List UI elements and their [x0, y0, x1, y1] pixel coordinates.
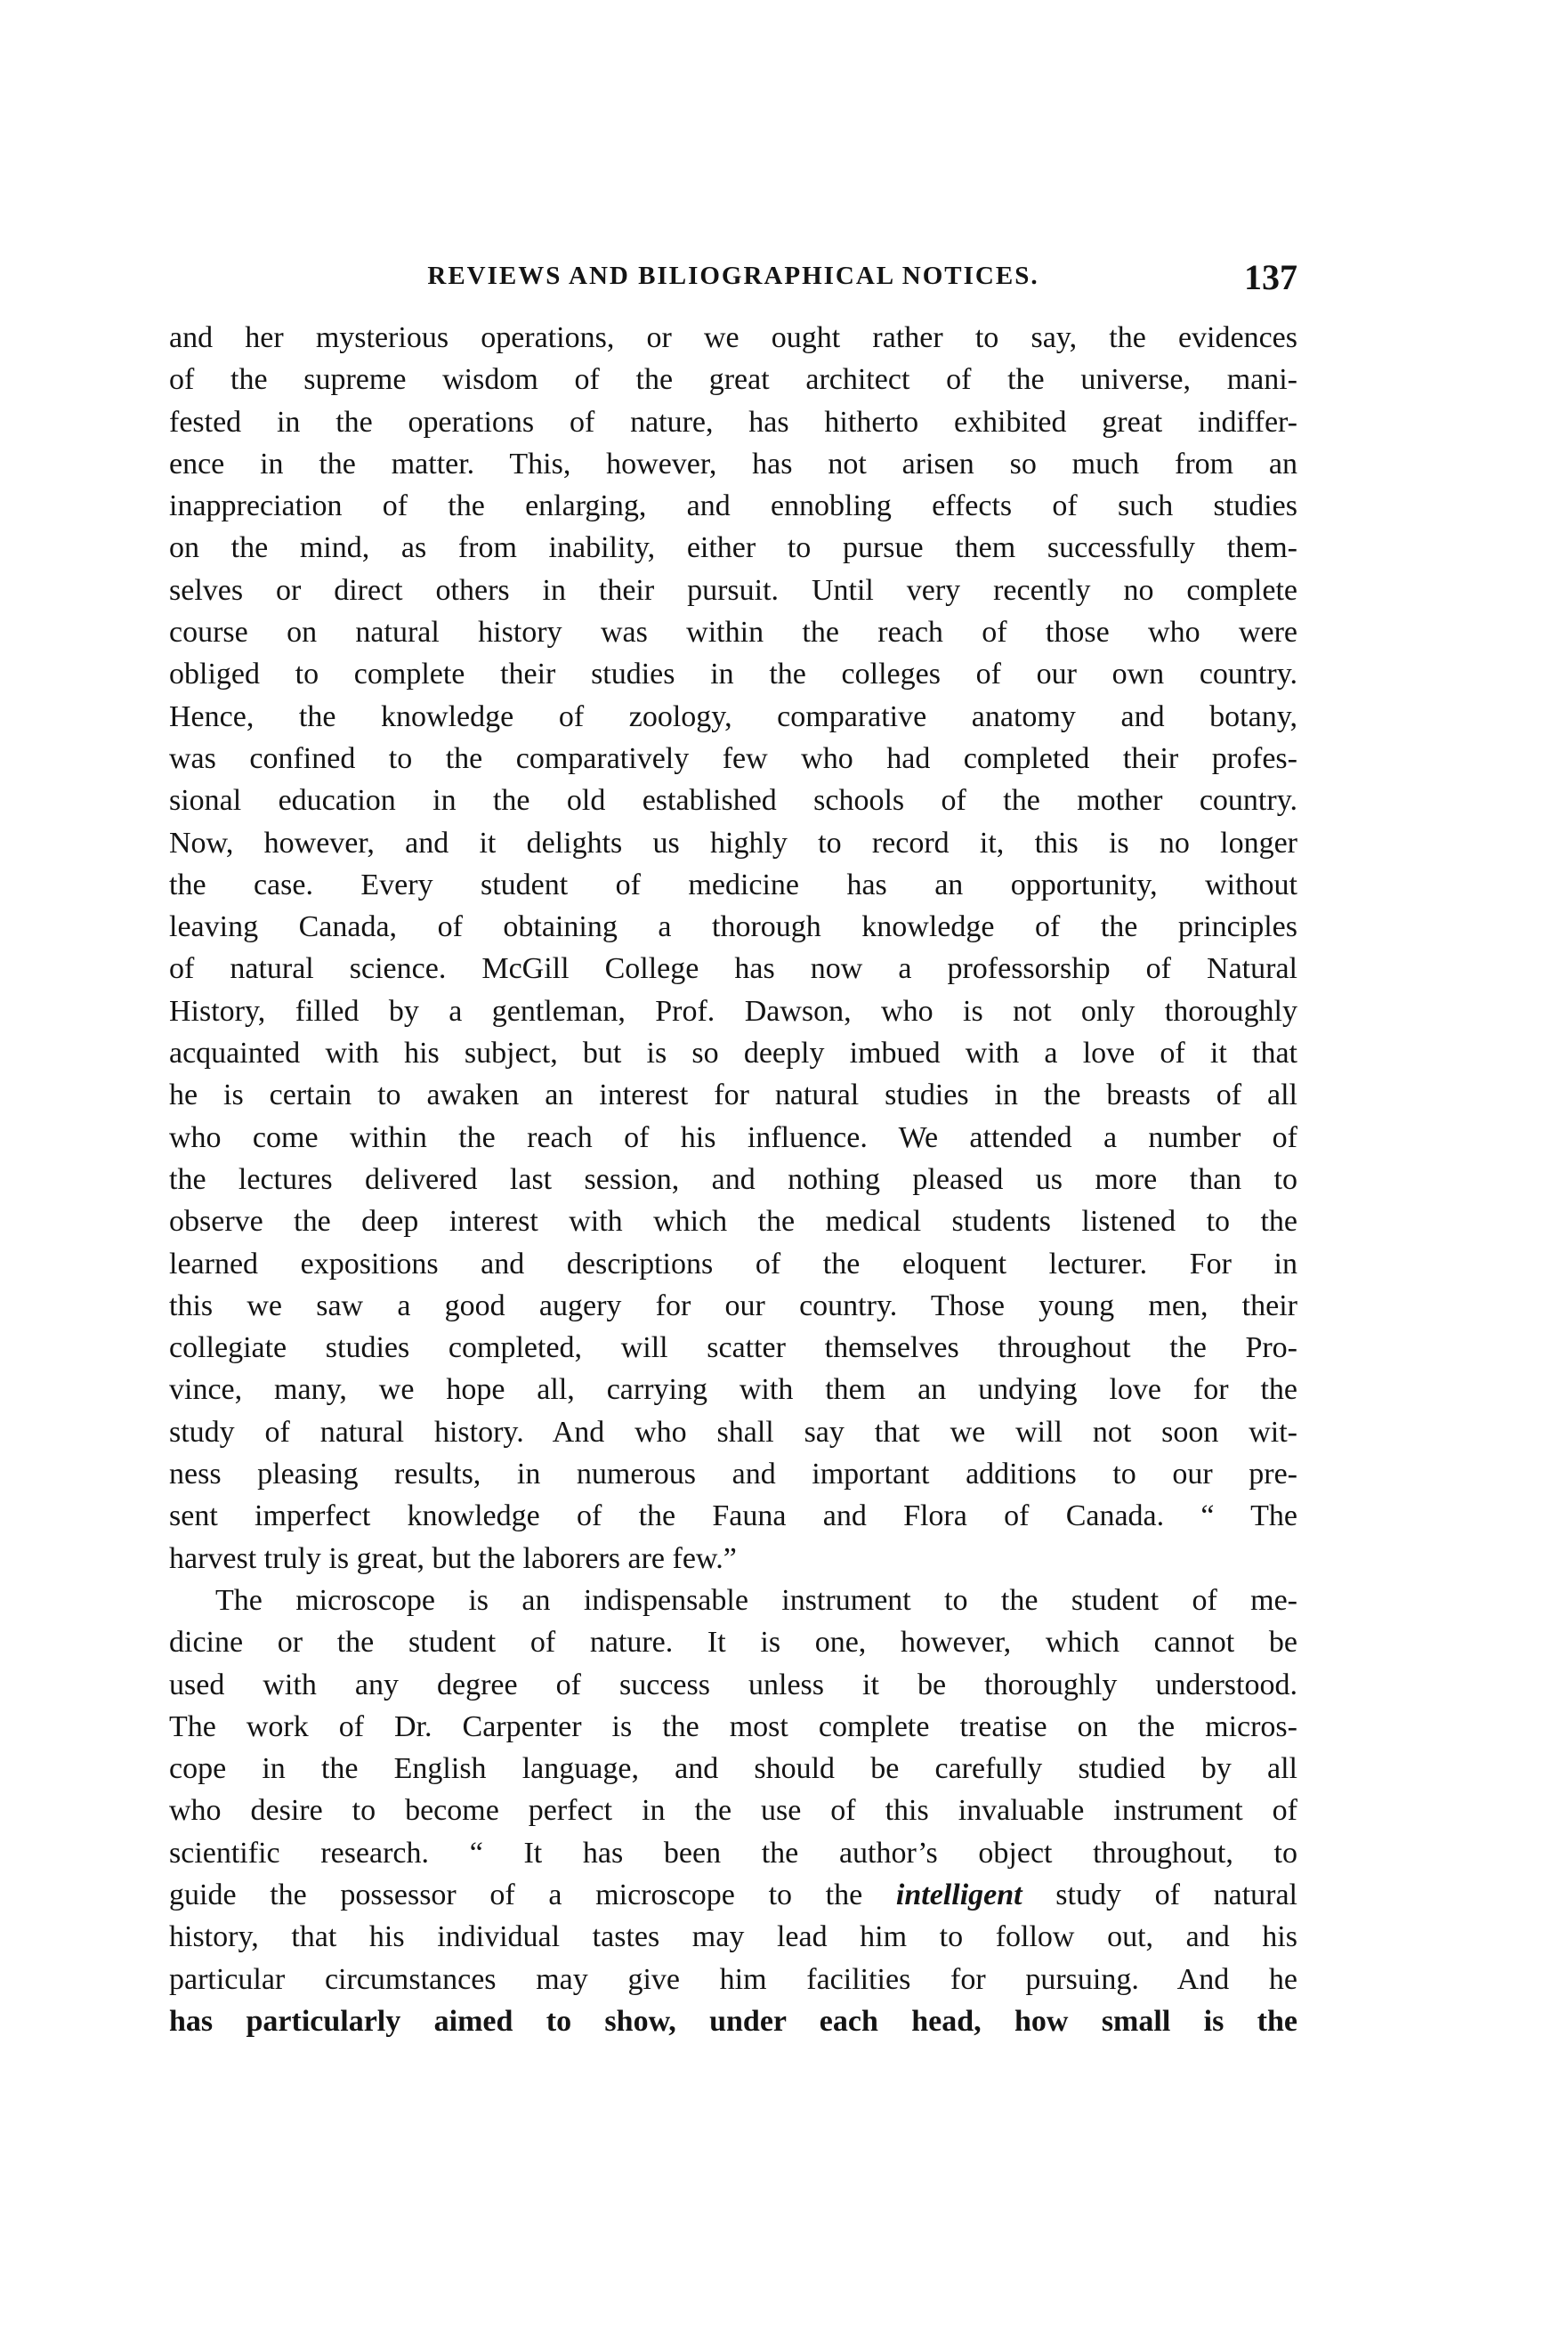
text-line: collegiate studies completed, will scatter themselves throughout the Pro-	[169, 1331, 1297, 1365]
text-line: acquainted with his subject, but is so deeply imbued with a love of it that	[169, 1037, 1297, 1071]
text-line: obliged to complete their studies in the colleges of our own country.	[169, 658, 1297, 691]
text-line: who desire to become perfect in the use of this invaluable instrument of	[169, 1794, 1297, 1828]
text-line: the lectures delivered last session, and nothing pleased us more than to	[169, 1162, 1297, 1196]
text-line: the case. Every student of medicine has an opportunity, without	[169, 868, 1297, 901]
text-line: dicine or the student of nature. It is one, however, which cannot be	[169, 1626, 1297, 1660]
running-title: REVIEWS AND BILIOGRAPHICAL NOTICES.	[427, 262, 1039, 290]
text-line: leaving Canada, of obtaining a thorough knowledge of the principles	[169, 910, 1297, 944]
text-line: history, that his individual tastes may lead him to follow out, and his	[169, 1920, 1297, 1954]
text-line: The microscope is an indispensable instrument to the student of me-	[215, 1583, 1297, 1617]
text-line: ence in the matter. This, however, has not arisen so much from an	[169, 447, 1297, 481]
text-line: course on natural history was within the reach of those who were	[169, 616, 1297, 650]
text-line: particular circumstances may give him facilities for pursuing. And he	[169, 1962, 1297, 1996]
text-line: Hence, the knowledge of zoology, comparative anatomy and botany,	[169, 699, 1297, 733]
text-line: inappreciation of the enlarging, and ennobling effects of such studies	[169, 489, 1297, 523]
text-line: Now, however, and it delights us highly to record it, this is no longer	[169, 826, 1297, 860]
running-head	[169, 256, 1297, 301]
text-line: harvest truly is great, but the laborers are few.”	[169, 1541, 737, 1575]
text-line: used with any degree of success unless it be thoroughly understood.	[169, 1668, 1297, 1701]
emphasized-term: intelligent	[895, 1878, 1022, 1911]
text-line: ness pleasing results, in numerous and important additions to our pre-	[169, 1458, 1297, 1491]
text-line-with-emphasis	[169, 1874, 1297, 1916]
text-line: sent imperfect knowledge of the Fauna and Flora of Canada. “ The	[169, 1499, 1297, 1533]
text-line: of the supreme wisdom of the great architect of the universe, mani-	[169, 363, 1297, 397]
text-segment: study of natural	[1022, 1878, 1298, 1911]
text-line: study of natural history. And who shall say that we will not soon wit-	[169, 1415, 1297, 1449]
text-segment: guide the possessor of a microscope to the	[169, 1878, 896, 1911]
text-line: sional education in the old established schools of the mother country.	[169, 784, 1297, 818]
text-line: fested in the operations of nature, has hitherto exhibited great indiffer-	[169, 405, 1297, 439]
text-line: he is certain to awaken an interest for natural studies in the breasts of all	[169, 1079, 1297, 1112]
text-line: History, filled by a gentleman, Prof. Dawson, who is not only thoroughly	[169, 994, 1297, 1028]
text-line: this we saw a good augery for our country. Those young men, their	[169, 1289, 1297, 1322]
text-line: scientific research. “ It has been the author’s object throughout, to	[169, 1836, 1297, 1870]
paragraph-1	[169, 317, 1297, 1580]
body-text	[169, 317, 1297, 2042]
text-line: cope in the English language, and should be carefully studied by all	[169, 1752, 1297, 1786]
paragraph-2	[169, 1580, 1297, 2042]
text-line: and her mysterious operations, or we ought rather to say, the evidences	[169, 321, 1297, 354]
text-line: learned expositions and descriptions of the eloquent lecturer. For in	[169, 1247, 1297, 1281]
text-line: of natural science. McGill College has now a professorship of Natural	[169, 952, 1297, 986]
text-line: was confined to the comparatively few who had completed their profes-	[169, 741, 1297, 775]
text-line: vince, many, we hope all, carrying with them an undying love for the	[169, 1373, 1297, 1407]
text-line: has particularly aimed to show, under each head, how small is the	[169, 2004, 1297, 2038]
text-line: observe the deep interest with which the medical students listened to the	[169, 1205, 1297, 1239]
page-number: 137	[1244, 257, 1297, 297]
text-line: who come within the reach of his influence. We attended a number of	[169, 1120, 1297, 1154]
text-line: The work of Dr. Carpenter is the most complete treatise on the micros-	[169, 1709, 1297, 1743]
text-line: selves or direct others in their pursuit. Until very recently no complete	[169, 573, 1297, 607]
text-line: on the mind, as from inability, either to pursue them successfully them-	[169, 531, 1297, 565]
